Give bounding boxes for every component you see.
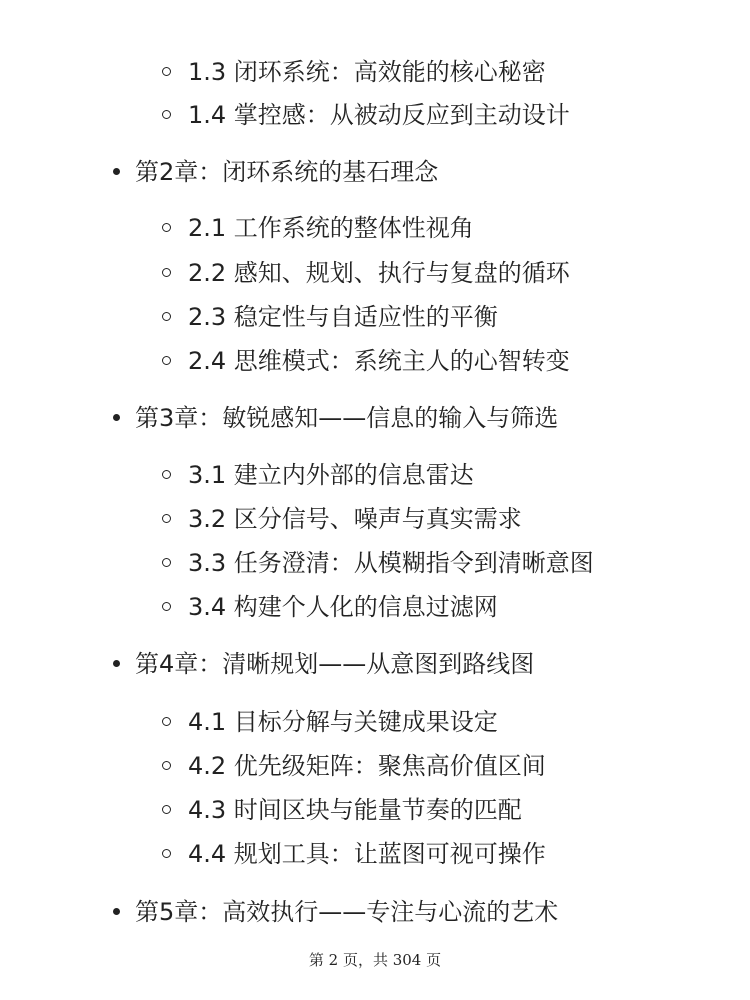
toc-section-label: 2.2 感知、规划、执行与复盘的循环 bbox=[188, 259, 570, 287]
toc-section-label: 4.1 目标分解与关键成果设定 bbox=[188, 708, 498, 736]
filled-bullet-icon bbox=[113, 414, 120, 421]
toc-chapter-title: 第5章：高效执行——专注与心流的艺术 bbox=[135, 898, 559, 926]
hollow-bullet-icon bbox=[162, 67, 171, 76]
hollow-bullet-icon bbox=[162, 356, 171, 365]
toc-section-label: 1.3 闭环系统：高效能的核心秘密 bbox=[188, 58, 546, 86]
toc-section-label: 3.2 区分信号、噪声与真实需求 bbox=[188, 505, 522, 533]
filled-bullet-icon bbox=[113, 168, 120, 175]
hollow-bullet-icon bbox=[162, 717, 171, 726]
hollow-bullet-icon bbox=[162, 558, 171, 567]
toc-section-label: 1.4 掌控感：从被动反应到主动设计 bbox=[188, 101, 570, 129]
toc-section-label: 2.4 思维模式：系统主人的心智转变 bbox=[188, 347, 570, 375]
hollow-bullet-icon bbox=[162, 268, 171, 277]
toc-section-label: 4.4 规划工具：让蓝图可视可操作 bbox=[188, 840, 546, 868]
toc-chapter-title: 第4章：清晰规划——从意图到路线图 bbox=[135, 650, 535, 678]
hollow-bullet-icon bbox=[162, 761, 171, 770]
filled-bullet-icon bbox=[113, 908, 120, 915]
toc-section-label: 2.3 稳定性与自适应性的平衡 bbox=[188, 303, 498, 331]
toc-section-label: 3.3 任务澄清：从模糊指令到清晰意图 bbox=[188, 549, 594, 577]
hollow-bullet-icon bbox=[162, 312, 171, 321]
hollow-bullet-icon bbox=[162, 849, 171, 858]
toc-chapter-title: 第3章：敏锐感知——信息的输入与筛选 bbox=[135, 404, 559, 432]
hollow-bullet-icon bbox=[162, 470, 171, 479]
toc-chapter-title: 第2章：闭环系统的基石理念 bbox=[135, 158, 439, 186]
hollow-bullet-icon bbox=[162, 110, 171, 119]
toc-section-label: 4.3 时间区块与能量节奏的匹配 bbox=[188, 796, 522, 824]
hollow-bullet-icon bbox=[162, 602, 171, 611]
toc-section-label: 4.2 优先级矩阵：聚焦高价值区间 bbox=[188, 752, 546, 780]
toc-section-label: 3.1 建立内外部的信息雷达 bbox=[188, 461, 474, 489]
hollow-bullet-icon bbox=[162, 514, 171, 523]
toc-section-label: 2.1 工作系统的整体性视角 bbox=[188, 214, 474, 242]
hollow-bullet-icon bbox=[162, 223, 171, 232]
page-number-footer: 第 2 页，共 304 页 bbox=[308, 951, 442, 969]
toc-section-label: 3.4 构建个人化的信息过滤网 bbox=[188, 593, 498, 621]
hollow-bullet-icon bbox=[162, 805, 171, 814]
filled-bullet-icon bbox=[113, 660, 120, 667]
